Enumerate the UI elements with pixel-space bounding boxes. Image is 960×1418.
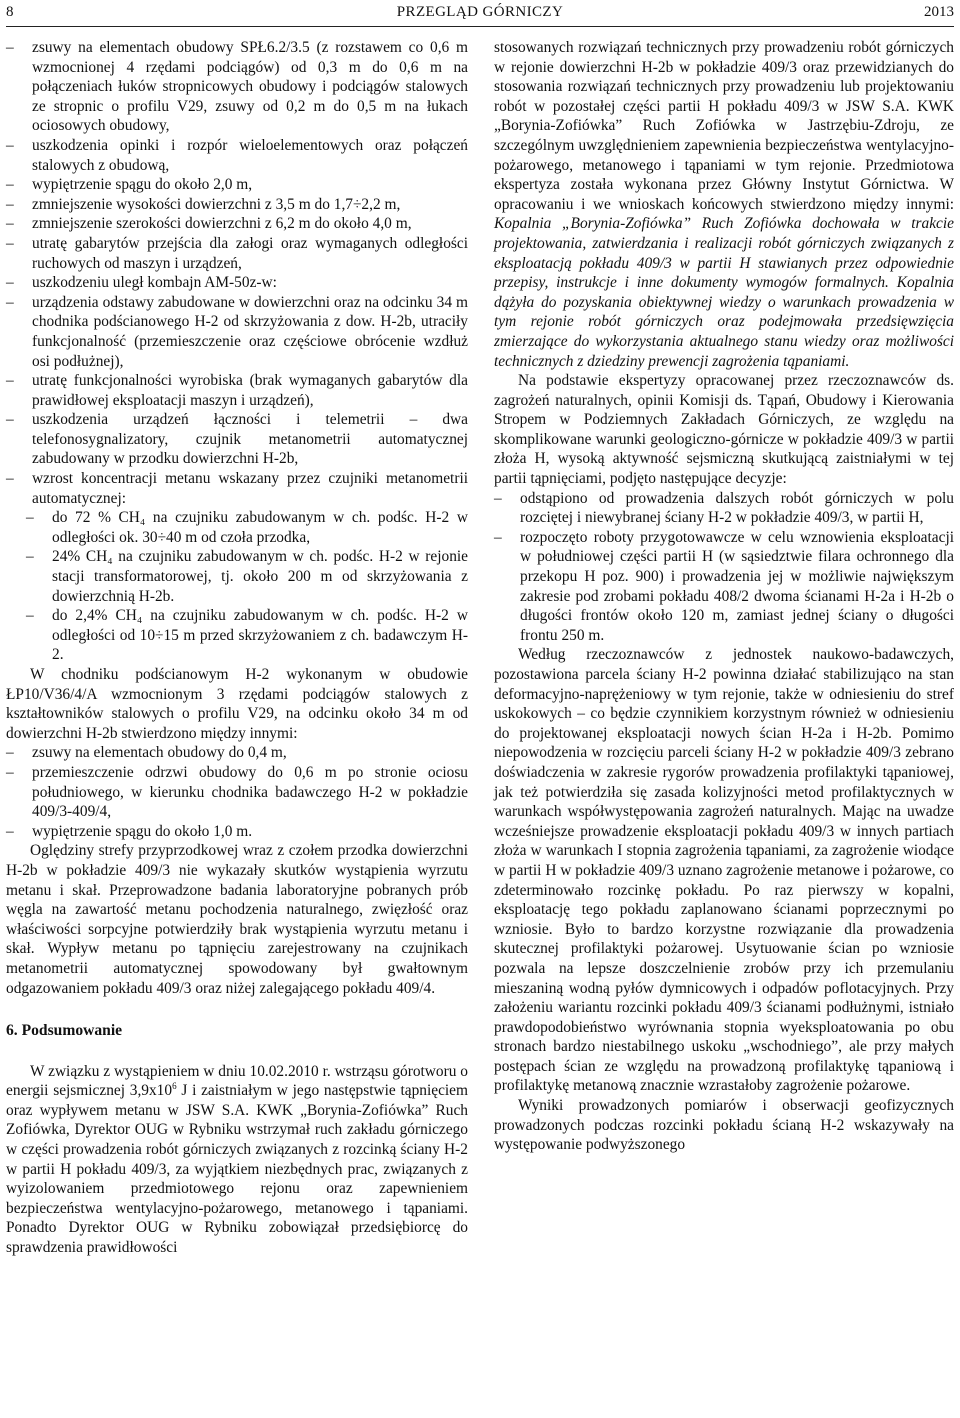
superscript-exponent: 6	[172, 1081, 177, 1092]
paragraph	[494, 38, 954, 371]
section-heading: 6. Podsumowanie	[6, 1022, 123, 1040]
list-item: – wypiętrzenie spągu do około 1,0 m.	[6, 822, 468, 842]
sub-list-item: – 24% CH₄ na czujniku zabudowanym w ch. podśc. H-2 w rejonie stacji transformatorowej, tj. około 200 m od skrzyżowania z dowierzchnią H-2b.	[6, 547, 468, 606]
italic-quote: Kopalnia „Borynia-Zofiówka” Ruch Zofiówka dochowała w trakcie projektowania, zatwierdzania i realizacji robót górniczych związanych z eksploatacją pokładu 409/3 w partii H stawianych przez odpowiednie przepisy, instrukcje i inne dokumenty wymogów formalnych. Kopalnia dążyła do pozyskania obiektywnej wiedzy o warunkach prowadzenia w tym rejonie robót górniczych oraz podejmowała przedsięwzięcia zmierzające do wykorzystania aktualnego stanu wiedzy oraz możliwości technicznych z dziedziny prewencji zagrożenia tąpaniami.	[494, 215, 954, 370]
list-item: – odstąpiono od prowadzenia dalszych robót górniczych w polu rozciętej i niewybranej ściany H-2 w pokładzie 409/3, w partii H,	[494, 489, 954, 528]
list-item: – utratę funkcjonalności wyrobiska (brak wymaganych gabarytów dla prawidłowej eksploatacji maszyn i urządzeń),	[6, 371, 468, 410]
paragraph: Wyniki prowadzonych pomiarów i obserwacji geofizycznych prowadzonych podczas rozcinki pokładu ścianą H-2 wskazywały na występowanie podwyższonego	[494, 1097, 954, 1154]
left-column	[6, 38, 468, 1258]
paragraph: Na podstawie ekspertyzy opracowanej przez rzeczoznawców ds. zagrożeń naturalnych, opinii Komisji ds. Tąpań, Obudowy i Kierowania Stropem w Podziemnych Zakładach Górniczych, ze względu na skomplikowane warunki geologiczno-górnicze w pokładzie 409/3 w partii złoża H, wysoką aktywność sejsmiczną skutkującą zaistniałymi w tej partii tąpnięciami, podjęto następujące decyzje:	[494, 372, 954, 488]
paragraph: Oględziny strefy przyprzodkowej wraz z czołem przodka dowierzchni H-2b w pokładzie 409/3 nie wykazały skutków wystąpienia wyrzutu metanu i skał. Przeprowadzone badania laboratoryjne pobranych prób węgla na zawartość metanu pochodzenia naturalnego, zwięzłość oraz właściwości sorpcyjne potwierdziły brak wystąpienia wyrzutu metanu i skał. Wypływ metanu po tąpnięciu zarejestrowany na czujnikach metanometrii automatycznej spowodowany był gwałtownym odgazowaniem pokładu 409/3 oraz niżej zalegającego pokładu 409/4.	[6, 842, 468, 997]
list-item: – wzrost koncentracji metanu wskazany przez czujniki metanometrii automatycznej:	[6, 469, 468, 508]
list-item: – rozpoczęto roboty przygotowawcze w celu wznowienia eksploatacji w południowej części partii H (w sąsiedztwie filara ochronnego dla przekopu H poz. 900) i prowadzenia jej w możliwie największym zakresie pod zrobami pokładu 408/2 dwoma ścianami H-2a i H-2b o długości frontów około 120 m, zamiast jednej ściany o długości frontu 250 m.	[494, 528, 954, 646]
paragraph: Według rzeczoznawców z jednostek naukowo-badawczych, pozostawiona parcela ściany H-2 powinna działać stabilizująco na stan deformacyjno-naprężeniowy w tym rejonie, także w odniesieniu do stref uskokowych – co będzie czynnikiem korzystnym również w odniesieniu do projektowanej eksploatacji nowych ścian H-2a i H-2b. Pomimo niepowodzenia w rozcięciu parceli ściany H-2 w pokładzie 409/3 zebrano doświadczenia w zakresie rygorów prowadzenia profilaktyki tąpaniowej, jak też potwierdziła się zasada kolizyjności metod profilaktycznych w warunkach współwystępowania zagrożeń naturalnych. Mając na uwadze wcześniejsze prowadzenie eksploatacji pokładu 409/3 w innych partiach złoża w warunkach I stopnia zagrożenia tąpaniami, za zagrożenie wiodące w partii H w pokładzie 409/3 uznano zagrożenie metanowe i pożarowe, co zdeterminowało rozcinkę pokładu. Po raz pierwszy w kopalni, eksploatację tego pokładu zaplanowano ścianami poprzecznymi po wzniosie. Było to bardzo korzystne rozwiązanie dla prowadzenia skutecznej profilaktyki pożarowej. Usytuowanie ścian po wzniosie pozwala na lepsze doszczelnienie zrobów przy ich przemulaniu mieszaniną wodną pyłów dymnicowych i odpadów poflotacyjnych. Przy założeniu wariantu rozcinki pokładu 409/3 ścianami podłużnymi, istniało prawdopodobieństwo wyrównania stopnia wyeksploatowania po obu stronach bardzo niestabilnego uskoku „wschodniego”, ale przy małych postępach ścian ze względu na prowadzoną profilaktykę tąpaniową i profilaktykę metanową znacznie wzrastałoby zagrożenie pożarowe.	[494, 646, 954, 1095]
sub-list-item: – do 72 % CH₄ na czujniku zabudowanym w ch. podśc. H-2 w odległości ok. 30÷40 m od czoła przodka,	[6, 508, 468, 547]
list-item: – uszkodzeniu uległ kombajn AM-50z-w:	[6, 273, 468, 293]
publication-year: 2013	[924, 4, 954, 20]
sub-list-item: – do 2,4% CH₄ na czujniku zabudowanym w ch. podśc. H-2 w odległości od 10÷15 m przed skrzyżowaniem z ch. badawczym H-2.	[6, 606, 468, 665]
list-item: – utratę gabarytów przejścia dla załogi oraz wymaganych odległości ruchowych od maszyn i urządzeń,	[6, 234, 468, 273]
list-item: – wypiętrzenie spągu do około 2,0 m,	[6, 175, 468, 195]
list-item: – uszkodzenia urządzeń łączności i telemetrii – dwa telefonosygnalizatory, czujnik metanometrii automatycznej zabudowany w przodku dowierzchni H-2b,	[6, 410, 468, 469]
list-item: – przemieszczenie odrzwi obudowy do 0,6 m po stronie ociosu południowego, w kierunku chodnika badawczego H-2 w pokładzie 409/3-409/4,	[6, 763, 468, 822]
list-item: – zmniejszenie szerokości dowierzchni z 6,2 m do około 4,0 m,	[6, 214, 468, 234]
paragraph	[6, 1062, 468, 1258]
summary-text-start: W związku z wystąpieniem w dniu 10.02.2010 r. wstrząsu górotworu o energii sejsmicznej 3,9x10	[6, 1062, 468, 1100]
journal-title: PRZEGLĄD GÓRNICZY	[396, 4, 564, 20]
page-header	[6, 0, 954, 27]
list-item: – urządzenia odstawy zabudowane w dowierzchni oraz na odcinku 34 m chodnika podścianowego H-2 od skrzyżowania z dow. H-2b, utraciły funkcjonalność (przemieszczenie oraz częściowe obrócenie wzdłuż osi podłużnej),	[6, 293, 468, 371]
page-number: 8	[6, 4, 14, 20]
list-item: – uszkodzenia opinki i rozpór wieloelementowych oraz połączeń stalowych z obudową,	[6, 136, 468, 175]
right-column	[494, 38, 954, 1155]
paragraph: W chodniku podścianowym H-2 wykonanym w obudowie ŁP10/V36/4/A wzmocnionym 3 rzędami podciągów stalowych z kształtowników stalowych o profilu V29, na odcinku około 34 m od dowierzchni H-2b stwierdzono między innymi:	[6, 666, 468, 742]
list-item: – zmniejszenie wysokości dowierzchni z 3,5 m do 1,7÷2,2 m,	[6, 195, 468, 215]
paragraph-text: stosowanych rozwiązań technicznych przy prowadzeniu robót górniczych w rejonie dowierzchni H-2b w pokładzie 409/3 oraz przewidzianych do stosowania rozwiązań technicznych przy prowadzeniu lub projektowaniu robót w pozostałej części partii H pokładu 409/3 w JSW S.A. KWK „Borynia-Zofiówka” Ruch Zofiówka w Jastrzębiu-Zdroju, ze szczególnym uwzględnieniem zapewnienia bezpieczeństwa wentylacyjno-pożarowego, metanowego i tąpaniami w tym rejonie. Przedmiotowa ekspertyza została wykonana przez Główny Instytut Górnictwa. W opracowaniu i we wnioskach końcowych stwierdzono między innymi:	[494, 39, 954, 213]
list-item: – zsuwy na elementach obudowy do 0,4 m,	[6, 743, 468, 763]
summary-text-end: J i zaistniałym w jego następstwie tąpnięciem oraz wypływem metanu w JSW S.A. KWK „Borynia-Zofiówka” Ruch Zofiówka, Dyrektor OUG w Rybniku wstrzymał ruch zakładu górniczego w części prowadzenia robót górniczych związanych z rozcinką ściany H-2 w partii H pokładu 409/3, za wyjątkiem niezbędnych prac, związanych z wyizolowaniem przedmiotowego rejonu oraz zapewnieniem bezpieczeństwa wentylacyjno-pożarowego, metanowego i tąpaniami. Ponadto Dyrektor OUG w Rybniku zobowiązał przedsiębiorcę do sprawdzenia prawidłowości	[6, 1082, 468, 1257]
list-item: – zsuwy na elementach obudowy SPŁ6.2/3.5 (z rozstawem co 0,6 m wzmocnionej 4 rzędami podciągów) od 0,3 m do 0,6 m na połączeniach łuków stropnicowych obudowy i podciągów stalowych ze stropnic o profilu V29, zsuwy od 0,2 m do 0,5 m na łukach ociosowych obudowy,	[6, 38, 468, 136]
